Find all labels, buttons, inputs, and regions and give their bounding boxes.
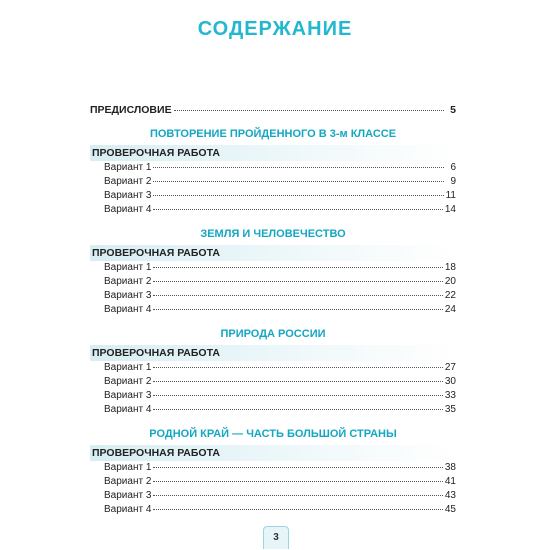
leader-dots	[153, 195, 443, 196]
toc-entry-page: 45	[444, 504, 456, 515]
toc-entry-page: 27	[444, 362, 456, 373]
toc-entry-page: 43	[444, 490, 456, 501]
leader-dots	[153, 167, 444, 168]
toc-entry-label: Вариант 4	[104, 304, 152, 315]
leader-dots	[153, 309, 442, 310]
toc-entry	[90, 175, 456, 189]
page-number: 3	[263, 526, 289, 549]
toc-entry	[90, 189, 456, 203]
section-subhead: ПРОВЕРОЧНАЯ РАБОТА	[90, 345, 456, 361]
toc-entry-label: ПРЕДИСЛОВИЕ	[90, 104, 172, 116]
toc-entry	[90, 303, 456, 317]
section-title: ПОВТОРЕНИЕ ПРОЙДЕННОГО В 3-м КЛАССЕ	[149, 128, 397, 140]
leader-dots	[153, 267, 442, 268]
leader-dots	[153, 281, 442, 282]
toc-entry	[90, 361, 456, 375]
toc-entry	[90, 475, 456, 489]
toc-entry-label: Вариант 4	[104, 204, 152, 215]
toc-entry	[90, 403, 456, 417]
toc-entry-label: Вариант 2	[104, 376, 152, 387]
toc-entry-page: 14	[444, 204, 456, 215]
toc-entry-label: Вариант 3	[104, 490, 152, 501]
toc-entry-preface	[90, 103, 456, 117]
leader-dots	[153, 467, 442, 468]
toc-entry-label: Вариант 2	[104, 476, 152, 487]
toc-entry-page: 22	[444, 290, 456, 301]
toc-entry	[90, 203, 456, 217]
leader-dots	[174, 110, 444, 111]
toc-entry-page: 24	[444, 304, 456, 315]
section-title: ЗЕМЛЯ И ЧЕЛОВЕЧЕСТВО	[200, 228, 346, 240]
toc-entry-label: Вариант 2	[104, 176, 152, 187]
toc-entry	[90, 261, 456, 275]
leader-dots	[153, 495, 442, 496]
toc-entry	[90, 389, 456, 403]
page-title: СОДЕРЖАНИЕ	[197, 18, 353, 40]
toc-entry-page: 38	[444, 462, 456, 473]
toc-entry-label: Вариант 4	[104, 404, 152, 415]
toc-entry-label: Вариант 1	[104, 262, 152, 273]
leader-dots	[153, 295, 442, 296]
toc-entry	[90, 489, 456, 503]
section-subhead: ПРОВЕРОЧНАЯ РАБОТА	[90, 145, 456, 161]
table-of-contents	[90, 103, 456, 517]
toc-entry-page: 41	[444, 476, 456, 487]
toc-entry-page: 6	[450, 162, 456, 173]
leader-dots	[153, 367, 442, 368]
leader-dots	[153, 509, 442, 510]
toc-entry	[90, 161, 456, 175]
toc-entry-label: Вариант 3	[104, 190, 152, 201]
toc-entry-page: 33	[444, 390, 456, 401]
toc-entry	[90, 461, 456, 475]
toc-entry	[90, 375, 456, 389]
toc-entry-label: Вариант 1	[104, 362, 152, 373]
leader-dots	[153, 381, 442, 382]
section-subhead: ПРОВЕРОЧНАЯ РАБОТА	[90, 445, 456, 461]
toc-entry-page: 30	[444, 376, 456, 387]
section-title: РОДНОЙ КРАЙ — ЧАСТЬ БОЛЬШОЙ СТРАНЫ	[149, 428, 397, 440]
toc-entry-label: Вариант 2	[104, 276, 152, 287]
toc-entry-page: 20	[444, 276, 456, 287]
toc-entry-label: Вариант 4	[104, 504, 152, 515]
toc-entry-page: 11	[445, 190, 456, 201]
section-title: ПРИРОДА РОССИИ	[220, 328, 326, 340]
toc-entry-page: 5	[450, 104, 456, 116]
toc-entry	[90, 275, 456, 289]
leader-dots	[153, 481, 442, 482]
leader-dots	[153, 395, 442, 396]
leader-dots	[153, 181, 444, 182]
toc-entry-label: Вариант 1	[104, 162, 152, 173]
toc-entry	[90, 289, 456, 303]
leader-dots	[153, 409, 442, 410]
toc-entry	[90, 503, 456, 517]
section-subhead: ПРОВЕРОЧНАЯ РАБОТА	[90, 245, 456, 261]
leader-dots	[153, 209, 442, 210]
toc-entry-label: Вариант 3	[104, 390, 152, 401]
toc-entry-label: Вариант 3	[104, 290, 152, 301]
toc-entry-label: Вариант 1	[104, 462, 152, 473]
toc-entry-page: 18	[444, 262, 456, 273]
toc-entry-page: 35	[444, 404, 456, 415]
toc-entry-page: 9	[450, 176, 456, 187]
